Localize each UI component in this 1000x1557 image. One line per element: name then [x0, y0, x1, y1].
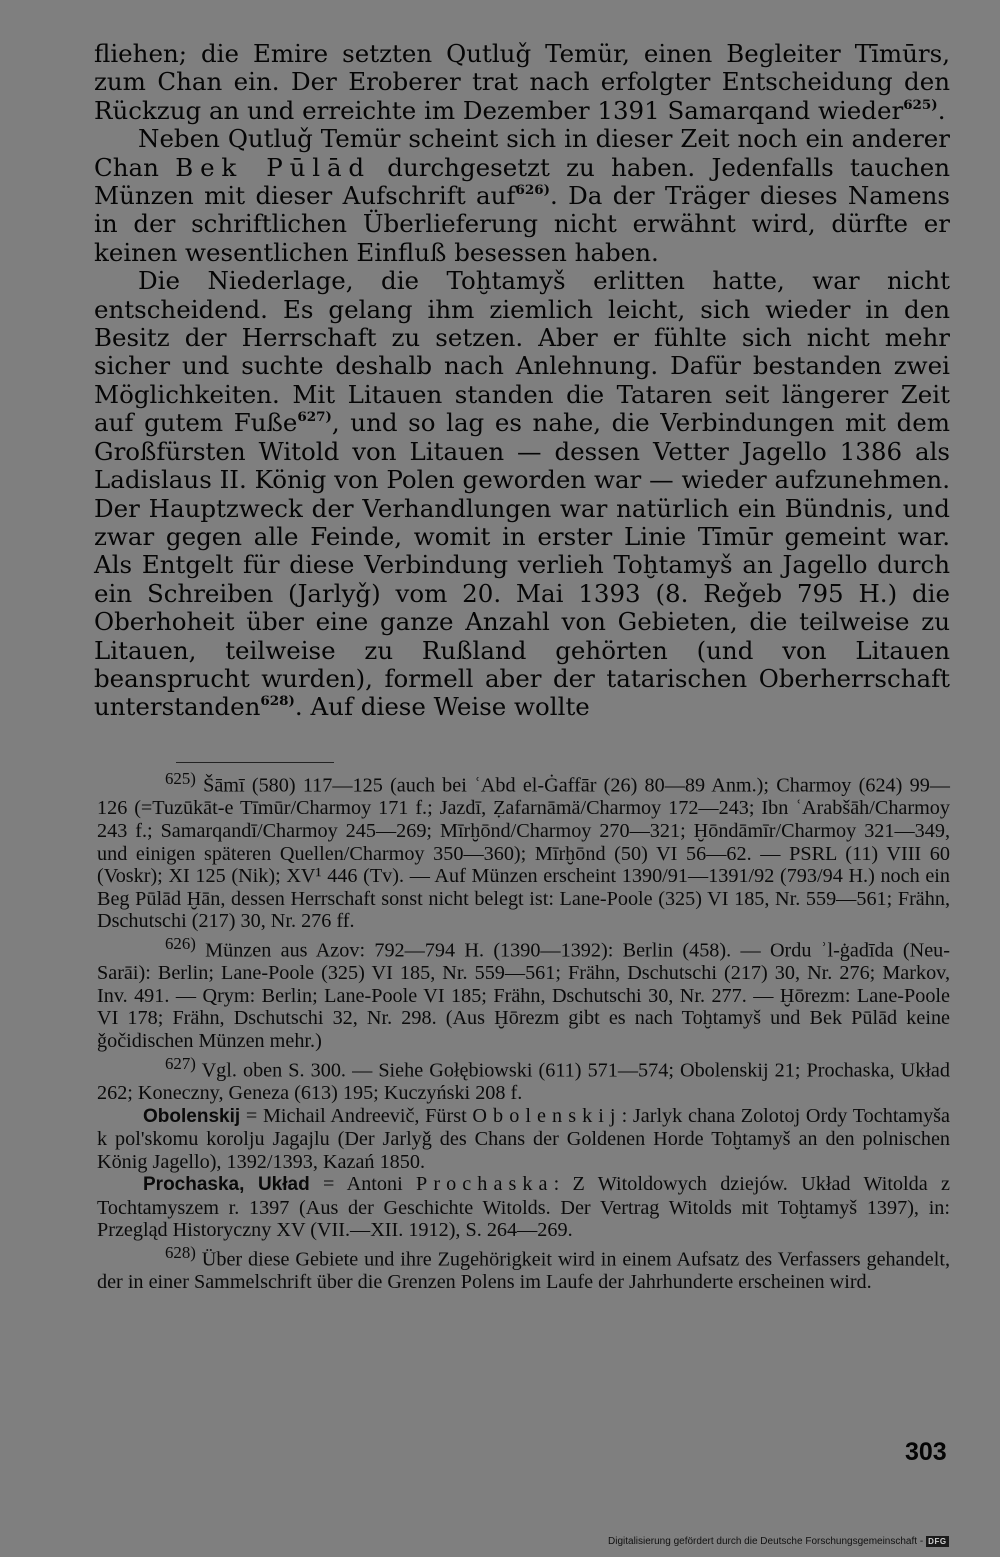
footnote-number: 628) — [165, 1243, 196, 1263]
paragraph-text: . Da der Träger dieses Namens in der schriftlichen Überlieferung nicht erwähnt wird, dürfte er keinen wesentlichen Einfluß besessen haben. — [94, 181, 950, 267]
footnote-text: Über diese Gebiete und ihre Zugehörigkeit wird in einem Aufsatz des Verfassers gehandelt, der in einer Sammelschrift über die Grenzen Polens im Laufe der Jahrhunderte erscheinen wird. — [97, 1248, 950, 1294]
footnote-text: Šāmī (580) 117—125 (auch bei ʿAbd el-Ġaffār (26) 80—89 Anm.); Charmoy (624) 99—126 (=Tuzūkāt-e Tīmūr/Charmoy 171 f.; Jazdī, Ẓafarnāmä/Charmoy 172—243; Ibn ʿArabšāh/Charmoy 243 f.; Samarqandī/Charmoy 245—269; Mīrḫōnd/Charmoy 270—321; Ḫōndāmīr/Charmoy 321—349, und einigen späteren Quellen/Charmoy 350—360); Mīrḫōnd (50) VI 56—62. — PSRL (11) VIII 60 (Voskr); XI 125 (Nik); XV¹ 446 (Tv). — Auf Münzen erscheint 1390/91—1391/92 (793/94 H.) noch ein Beg Pūlād Ḫān, dessen Herrschaft sonst nicht belegt ist: Lane-Poole (325) VI 185, Nr. 559—561; Frähn, Dschutschi (217) 30, Nr. 276 ff. — [97, 774, 950, 933]
paragraph-text: Die Niederlage, die Toḫtamyš erlitten hatte, war nicht entscheidend. Es gelang ihm ziemlich leicht, sich wieder in den Besitz der Herrschaft zu setzen. Aber er fühlte sich nicht mehr sicher und suchte deshalb nach Anlehnung. Dafür bestanden zwei Möglichkeiten. Mit Litauen standen die Tataren seit längerer Zeit auf gutem Fuße — [94, 266, 950, 438]
footnote-text: : Jarlyk chana Zolotoj Ordy Tochtamyša k pol'skomu korolju Jagajlu (Der Jarlyǧ des Chans der Goldenen Horde Toḫtamyš an den polnischen König Jagello), 1392/1393, Kazań 1850. — [97, 1104, 950, 1173]
footnote-text: Vgl. oben S. 300. — Siehe Gołębiowski (611) 571—574; Obolenskij 21; Prochaska, Układ 262; Koneczny, Geneza (613) 195; Kuczyński 208 f. — [97, 1059, 950, 1104]
paragraph-text: fliehen; die Emire setzten Qutluǧ Temür, einen Begleiter Tīmūrs, zum Chan ein. Der Eroberer trat nach erfolgter Entscheidung den Rückzug an und erreichte im Dezember 1391 Samarqand wieder — [94, 39, 950, 125]
abbreviation-key: Obolenskij — [143, 1105, 241, 1127]
paragraph-text: . — [937, 95, 946, 125]
footnote-number: 625) — [165, 769, 196, 788]
footnote-divider — [176, 762, 334, 763]
footnotes — [97, 768, 950, 1294]
abbreviation-prochaska — [97, 1173, 950, 1242]
footnote-628 — [97, 1242, 950, 1294]
main-text — [94, 40, 950, 722]
abbreviation-obolenskij — [97, 1105, 950, 1174]
paragraph-2 — [94, 125, 950, 267]
spaced-name: Prochaska — [416, 1173, 554, 1196]
footnote-text: = Antoni — [309, 1173, 417, 1196]
paragraph-text: , und so lag es nahe, die Verbindungen mit dem Großfürsten Witold von Litauen — dessen Vetter Jagello 1386 als Ladislaus II. König von Polen geworden war — wieder aufzunehmen. Der Hauptzweck der Verhandlungen war natürlich ein Bündnis, und zwar gegen alle Feinde, womit in erster Linie Tīmūr gemeint war. Als Entgelt für diese Verbindung verlieh Toḫtamyš an Jagello durch ein Schreiben (Jarlyǧ) vom 20. Mai 1393 (8. Reǧeb 795 H.) die Oberhoheit über eine ganze Anzahl von Gebieten, die teilweise zu Litauen, teilweise zu Rußland gehörten (und von Litauen beansprucht wurden), formell aber der tatarischen Oberherrschaft unterstanden — [94, 408, 951, 722]
footnote-627 — [97, 1053, 950, 1105]
spaced-name: Obolenskij — [472, 1104, 622, 1127]
digitization-credit — [608, 1536, 949, 1547]
footnote-626 — [97, 933, 950, 1053]
footnote-number: 627) — [165, 1053, 196, 1073]
page-number: 303 — [905, 1438, 947, 1466]
spaced-name: Bek Pūlād — [175, 152, 371, 182]
credit-text: Digitalisierung gefördert durch die Deutsche Forschungsgemeinschaft - — [608, 1536, 924, 1547]
footnote-ref-628[interactable]: 628) — [260, 693, 295, 710]
footnote-ref-627[interactable]: 627) — [297, 409, 332, 426]
footnote-text: : Z Witoldowych dziejów. Układ Witolda z Tochtamyszem r. 1397 (Aus der Geschichte Witolds. Der Vertrag Witolds mit Toḫtamyš 1397), in: Przegląd Historyczny XV (VII.—XII. 1912), S. 264—269. — [97, 1173, 950, 1242]
footnote-text: Münzen aus Azov: 792—794 H. (1390—1392): Berlin (458). — Ordu ʾl-ġadīda (Neu-Sarāi): Berlin; Lane-Poole (325) VI 185, Nr. 559—561; Frähn, Dschutschi (217) 30, Nr. 276; Markov, Inv. 491. — Qrym: Berlin; Lane-Poole VI 185; Frähn, Dschutschi 30, Nr. 277. — Ḫōrezm: Lane-Poole VI 178; Frähn, Dschutschi 32, Nr. 298. (Aus Ḫōrezm gibt es nach Toḫtamyš und Bek Pūlād keine ǧočidischen Münzen mehr.) — [97, 939, 950, 1052]
footnote-625 — [97, 768, 950, 933]
dfg-logo-icon: DFG — [928, 1537, 947, 1546]
footnote-text: = Michail Andreevič, Fürst — [240, 1104, 473, 1127]
footnote-ref-626[interactable]: 626) — [515, 181, 550, 198]
paragraph-3 — [94, 267, 950, 722]
paragraph-text: . Auf diese Weise wollte — [294, 692, 590, 722]
paragraph-text: Neben Qutluǧ Temür scheint sich in dieser Zeit noch ein anderer Chan — [94, 124, 950, 182]
footnote-number: 626) — [165, 933, 196, 953]
abbreviation-key: Prochaska, Układ — [143, 1174, 310, 1196]
paragraph-1 — [94, 40, 950, 125]
paragraph-text: durchgesetzt zu haben. Jedenfalls tauchen Münzen mit dieser Aufschrift auf — [94, 152, 950, 211]
footnote-ref-625[interactable]: 625) — [903, 96, 938, 113]
